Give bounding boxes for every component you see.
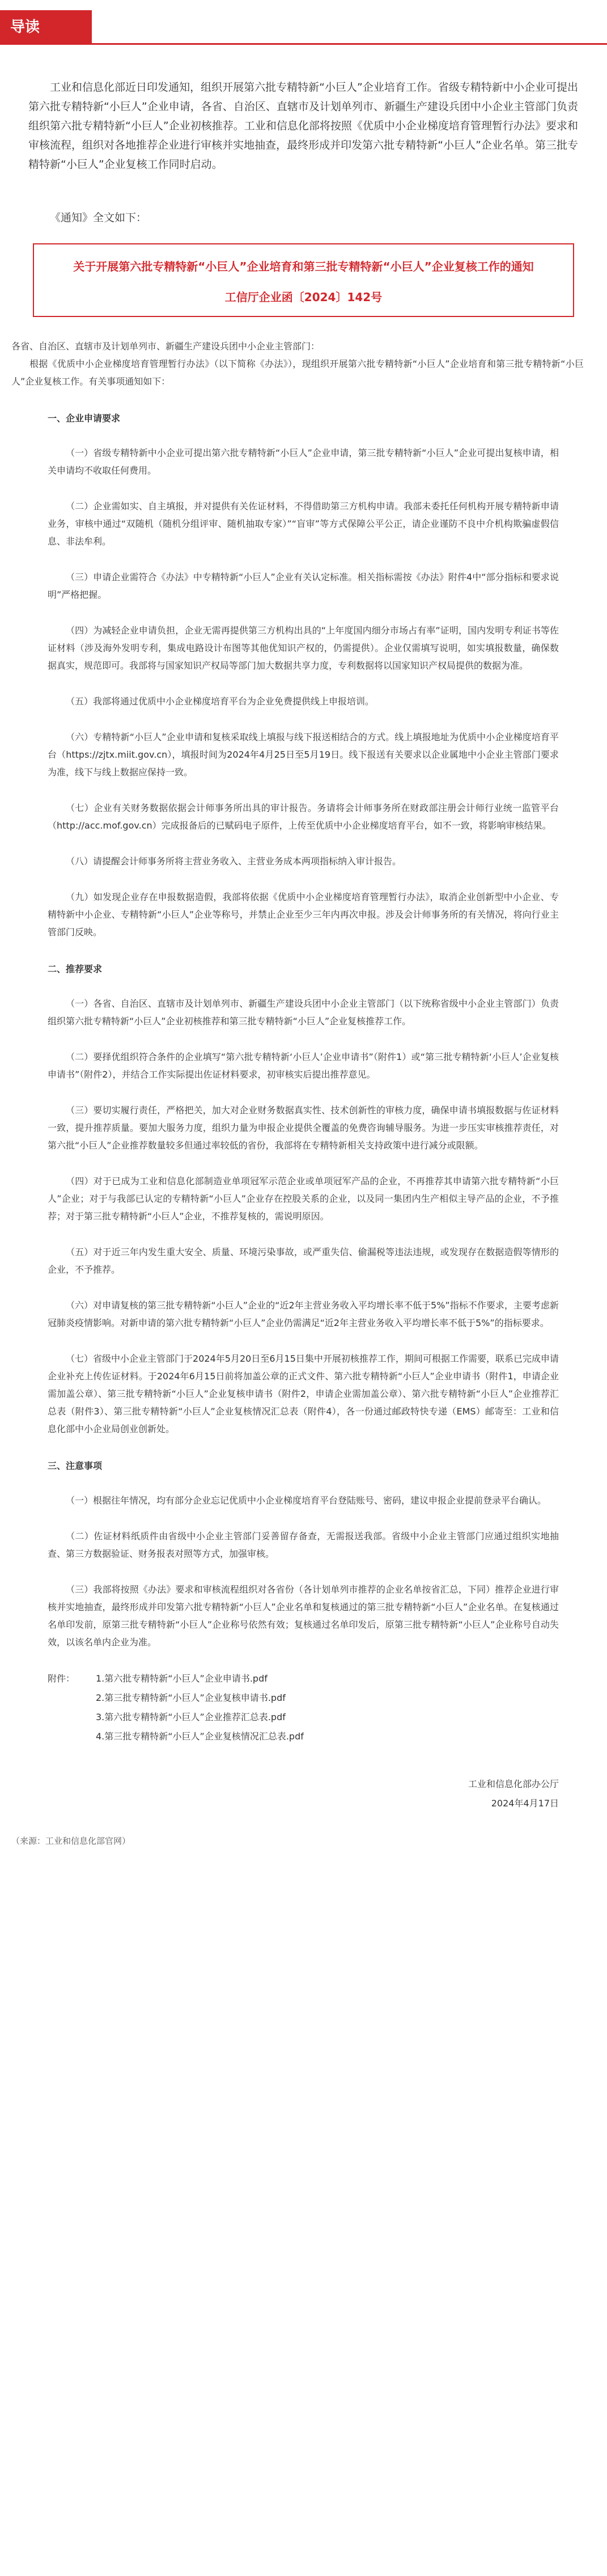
section-paragraph: （一）根据往年情况，均有部分企业忘记优质中小企业梯度培育平台登陆账号、密码，建议申报企业提前登录平台确认。 [66, 1495, 547, 1506]
section-paragraph: （七）企业有关财务数据依据会计师事务所出具的审计报告。务请将会计师事务所在财政部注册会计师行业统一监管平台（http://acc.mof.gov.cn）完成报备后的已赋码电子原件，上传至优质中小企业梯度培育平台，如不一致，将影响审核结果。 [48, 803, 559, 831]
attachment-link[interactable]: 3.第六批专精特新“小巨人”企业推荐汇总表.pdf [96, 1712, 286, 1722]
section-paragraph: （一）省级专精特新中小企业可提出第六批专精特新“小巨人”企业申请，第三批专精特新“小巨人”企业可提出复核申请，相关申请均不收取任何费用。 [48, 447, 559, 476]
section-paragraph: （二）佐证材料纸质件由省级中小企业主管部门妥善留存备查，无需报送我部。省级中小企业主管部门应通过组织实地抽查、第三方数据验证、财务报表对照等方式，加强审核。 [48, 1531, 559, 1559]
intro-paragraph: 工业和信息化部近日印发通知，组织开展第六批专精特新“小巨人”企业培育工作。省级专精特新中小企业可提出第六批专精特新“小巨人”企业申请，各省、自治区、直辖市及计划单列市、新疆生产建设兵团中小企业主管部门负责组织第六批专精特新“小巨人”企业初核推荐。工业和信息化部将按照《优质中小企业梯度培育管理暂行办法》要求和审核流程，组织对各地推荐企业进行审核并实地抽查，最终形成并印发第六批专精特新“小巨人”企业名单。第三批专精特新“小巨人”企业复核工作同时启动。 [28, 81, 578, 171]
attachment-link[interactable]: 1.第六批专精特新“小巨人”企业申请书.pdf [96, 1673, 268, 1684]
section-paragraph: （六）专精特新“小巨人”企业申请和复核采取线上填报与线下报送相结合的方式。线上填报地址为优质中小企业梯度培育平台（https://zjtx.miit.gov.cn），填报时间为2024年4月25日至5月19日。线下报送有关要求以企业属地中小企业主管部门要求为准，线下与线上数据应保持一致。 [48, 732, 559, 778]
section-paragraph: （七）省级中小企业主管部门于2024年5月20日至6月15日集中开展初核推荐工作，期间可根据工作需要，联系已完成申请企业补充上传佐证材料。于2024年6月15日前将加盖公章的正式文件、第六批专精特新“小巨人”企业申请书（附件1，申请企业需加盖公章）、第三批专精特新“小巨人”企业复核申请书（附件2，申请企业需加盖公章）、第六批专精特新“小巨人”企业推荐汇总表（附件3）、第三批专精特新“小巨人”企业复核情况汇总表（附件4），各一份通过邮政特快专递（EMS）邮寄至：工业和信息化部中小企业局创业创新处。 [48, 1353, 559, 1434]
header-divider [0, 43, 607, 45]
attachments [11, 1669, 595, 1746]
section-paragraph: （九）如发现企业存在申报数据造假，我部将依据《优质中小企业梯度培育管理暂行办法》，取消企业创新型中小企业、专精特新中小企业、专精特新“小巨人”企业等称号，并禁止企业至少三年内再次申报。涉及会计师事务所的有关情况，将向行业主管部门反映。 [48, 892, 559, 938]
section-paragraph: （二）要择优组织符合条件的企业填写“第六批专精特新‘小巨人’企业申请书”（附件1）或“第三批专精特新‘小巨人’企业复核申请书”（附件2），并结合工作实际提出佐证材料要求，初审核实后提出推荐意见。 [48, 1051, 559, 1080]
signoff [11, 1775, 595, 1813]
section-paragraph: （一）各省、自治区、直辖市及计划单列市、新疆生产建设兵团中小企业主管部门（以下统称省级中小企业主管部门）负责组织第六批专精特新“小巨人”企业初核推荐和第三批专精特新“小巨人”企业复核推荐工作。 [48, 998, 559, 1027]
section-paragraph: （三）要切实履行责任，严格把关，加大对企业财务数据真实性、技术创新性的审核力度，确保申请书填报数据与佐证材料一致，提升推荐质量。要加大服务力度，组织力量为申报企业提供全覆盖的免费咨询辅导服务。为进一步压实审核推荐责任，对第六批“小巨人”企业推荐数量较多但通过率较低的省份，我部将在专精特新相关支持政策中进行减分或限额。 [48, 1105, 559, 1151]
notice-document-number: 工信厅企业函〔2024〕142号 [224, 290, 383, 304]
section-paragraph: （三）申请企业需符合《办法》中专精特新“小巨人”企业有关认定标准。相关指标需按《办法》附件4中“部分指标和要求说明”严格把握。 [48, 572, 559, 600]
section-paragraph: （四）为减轻企业申请负担，企业无需再提供第三方机构出具的“上年度国内细分市场占有率”证明，国内发明专利证书等佐证材料（涉及海外发明专利，集成电路设计布图等其他优知识产权的，仍需提供）。企业仅需填写说明，如实填报数量，确保数据真实，规范即可。我部将与国家知识产权局等部门加大数据共享力度，专利数据将以国家知识产权局提供的数据为准。 [48, 625, 559, 671]
attachment-link[interactable]: 2.第三批专精特新“小巨人”企业复核申请书.pdf [96, 1692, 286, 1703]
notice-body [11, 337, 595, 1850]
section-paragraph: （三）我部将按照《办法》要求和审核流程组织对各省份（各计划单列市推荐的企业名单按省汇总，下同）推荐企业进行审核并实地抽查，最终形成并印发第六批专精特新“小巨人”企业名单和复核通过的第三批专精特新“小巨人”企业名单。在复核通过名单印发前，原第三批专精特新“小巨人”企业称号依然有效；复核通过名单印发后，原第三批专精特新“小巨人”企业称号自动失效，以该名单内企业为准。 [48, 1584, 559, 1648]
section-paragraph: （八）请提醒会计师事务所将主营业务收入、主营业务成本两项指标纳入审计报告。 [66, 856, 402, 867]
notice-title-box [33, 243, 574, 317]
section-heading: 一、企业申请要求 [48, 413, 121, 424]
section-paragraph: （五）我部将通过优质中小企业梯度培育平台为企业免费提供线上申报培训。 [66, 696, 375, 707]
issue-date: 2024年4月17日 [491, 1798, 559, 1809]
section-heading: 二、推荐要求 [48, 964, 103, 974]
section-heading: 三、注意事项 [48, 1460, 103, 1471]
attachment-link[interactable]: 4.第三批专精特新“小巨人”企业复核情况汇总表.pdf [96, 1731, 304, 1742]
attachment-list [96, 1669, 595, 1746]
intro-fulltext-note: 《通知》全文如下： [50, 212, 147, 224]
notice-title: 关于开展第六批专精特新“小巨人”企业培育和第三批专精特新“小巨人”企业复核工作的通知 [73, 260, 534, 273]
issuer: 工业和信息化部办公厅 [468, 1779, 559, 1789]
source-note: （来源：工业和信息化部官网） [11, 1836, 131, 1846]
guide-tag: 导读 [0, 10, 92, 44]
opening-paragraph: 根据《优质中小企业梯度培育管理暂行办法》（以下简称《办法》），现组织开展第六批专精特新“小巨人”企业培育和第三批专精特新“小巨人”企业复核工作。有关事项通知如下： [11, 358, 584, 387]
section-paragraph: （四）对于已成为工业和信息化部制造业单项冠军示范企业或单项冠军产品的企业，不再推荐其申请第六批专精特新“小巨人”企业；对于与我部已认定的专精特新“小巨人”企业存在控股关系的企业，以及同一集团内生产相似主导产品的企业，不予推荐；对于第三批专精特新“小巨人”企业，不推荐复核的，需说明原因。 [48, 1176, 559, 1222]
section-paragraph: （二）企业需如实、自主填报，并对提供有关佐证材料，不得借助第三方机构申请。我部未委托任何机构开展专精特新申请业务，审核中通过“双随机（随机分组评审、随机抽取专家）”“盲审”等方式保障公平公正，请企业谨防不良中介机构欺骗虚假信息、非法牟利。 [48, 501, 559, 547]
section-paragraph: （五）对于近三年内发生重大安全、质量、环境污染事故，或严重失信、偷漏税等违法违规，或发现存在数据造假等情形的企业，不予推荐。 [48, 1247, 559, 1275]
section-paragraph: （六）对申请复核的第三批专精特新“小巨人”企业的“近2年主营业务收入平均增长率不低于5%”指标不作要求，主要考虑新冠肺炎疫情影响。对新申请的第六批专精特新“小巨人”企业仍需满足“近2年主营业务收入平均增长率不低于5%”的指标要求。 [48, 1300, 559, 1328]
attachments-label: 附件： [48, 1673, 75, 1684]
salutation: 各省、自治区、直辖市及计划单列市、新疆生产建设兵团中小企业主管部门： [11, 341, 320, 352]
